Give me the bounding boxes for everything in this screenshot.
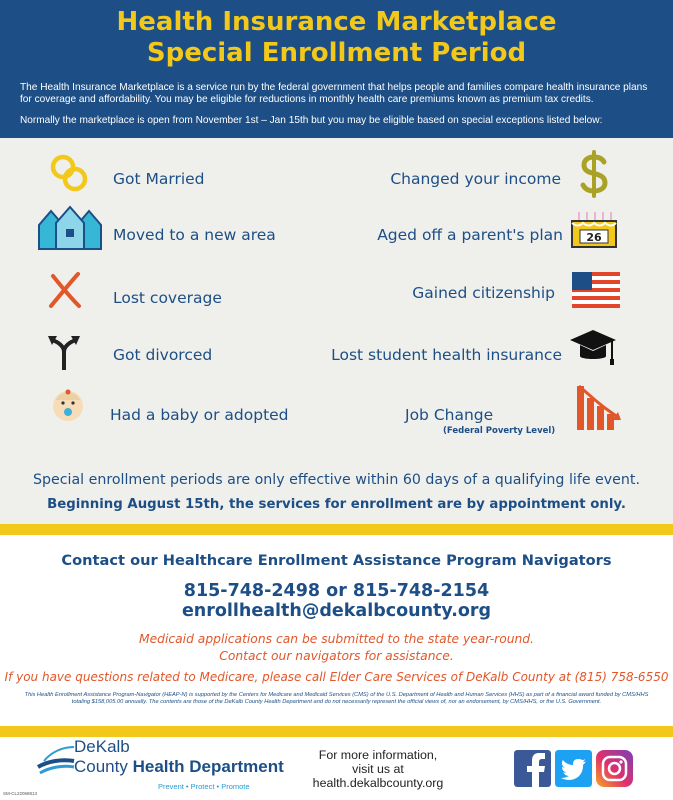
- more-info-line2: visit us at: [352, 762, 404, 776]
- event-got-divorced: Got divorced: [113, 346, 213, 364]
- houses-icon: [37, 205, 103, 251]
- more-info: [300, 748, 456, 790]
- declining-chart-icon: [575, 382, 625, 432]
- open-period-note: Normally the marketplace is open from November 1st – Jan 15th but you may be eligible based on special exceptions listed below:: [20, 115, 603, 126]
- medicaid-note-line1: Medicaid applications can be submitted to the state year-round.: [138, 632, 535, 646]
- appointment-note: Beginning August 15th, the services for enrollment are by appointment only.: [47, 497, 626, 512]
- sixty-day-note: Special enrollment periods are only effective within 60 days of a qualifying life event.: [33, 472, 640, 488]
- event-gained-citizenship: Gained citizenship: [412, 284, 555, 302]
- divider-band-top: [0, 524, 673, 535]
- logo-name-line1: DeKalb: [74, 737, 130, 756]
- graduation-cap-icon: [568, 326, 618, 372]
- funding-disclaimer: This Health Enrollment Assistance Program-Navigator (HEAP-N) is supported by the Centers for Medicare and Medicaid Services (CMS) of the U.S. Department of Health and Human Services (HHS) as part of a financial award funded by CMS/HHS totaling $158,005.00 annually. The contents are those of the DeKalb County Health Department and do not necessarily represent the official views of, nor an endorsement, by CMS/HHS, or the U.S. Government.: [24, 692, 649, 705]
- logo-health-department: Health Department: [132, 757, 284, 776]
- page-title-line1: Health Insurance Marketplace: [116, 7, 557, 37]
- more-info-line1: For more information,: [318, 748, 438, 762]
- event-had-baby: Had a baby or adopted: [110, 406, 289, 424]
- contact-section: [0, 537, 673, 727]
- event-moved: Moved to a new area: [113, 226, 276, 244]
- contact-phones[interactable]: 815-748-2498 or 815-748-2154: [183, 581, 490, 601]
- birthday-cake-icon: [569, 208, 619, 250]
- event-lost-student-insurance: Lost student health insurance: [331, 346, 562, 364]
- logo-name-line2: [74, 757, 284, 777]
- contact-email[interactable]: enrollhealth@dekalbcounty.org: [181, 601, 492, 621]
- intro-paragraph: The Health Insurance Marketplace is a service run by the federal government that helps people and families compare health insurance plans for coverage and affordability. You may be eligible for reductions in monthly health care premiums known as premium tax credits.: [20, 82, 648, 105]
- instagram-icon[interactable]: [596, 750, 633, 787]
- dollar-icon: [578, 150, 610, 198]
- dekalb-swoosh-logo: [36, 739, 76, 779]
- facebook-icon[interactable]: [514, 750, 551, 787]
- split-arrow-icon: [46, 332, 82, 372]
- event-job-change: Job Change: [405, 406, 494, 424]
- document-code: SM-CL22068813: [3, 791, 38, 796]
- medicaid-note-line2: Contact our navigators for assistance.: [219, 649, 454, 663]
- logo-county: County: [74, 757, 133, 776]
- medicare-note: If you have questions related to Medicare, please call Elder Care Services of DeKalb County at (815) 758-6550: [4, 670, 669, 684]
- event-job-change-subtext: (Federal Poverty Level): [443, 426, 556, 436]
- event-changed-income: Changed your income: [390, 170, 561, 188]
- divider-band-bottom: [0, 726, 673, 737]
- event-lost-coverage: Lost coverage: [113, 289, 222, 307]
- contact-title: Contact our Healthcare Enrollment Assistance Program Navigators: [61, 552, 612, 569]
- page-title-line2: Special Enrollment Period: [146, 38, 527, 68]
- twitter-icon[interactable]: [555, 750, 592, 787]
- x-mark-icon: [47, 270, 83, 310]
- logo-tagline: Prevent • Protect • Promote: [158, 782, 250, 791]
- website-link[interactable]: health.dekalbcounty.org: [312, 776, 444, 790]
- event-aged-off: Aged off a parent's plan: [377, 226, 563, 244]
- event-got-married: Got Married: [113, 170, 205, 188]
- header-banner: [0, 0, 673, 138]
- cake-badge-text: 26: [586, 231, 602, 244]
- rings-icon: [48, 152, 92, 194]
- footer: [0, 737, 673, 800]
- baby-icon: [50, 386, 86, 426]
- us-flag-icon: [572, 272, 620, 308]
